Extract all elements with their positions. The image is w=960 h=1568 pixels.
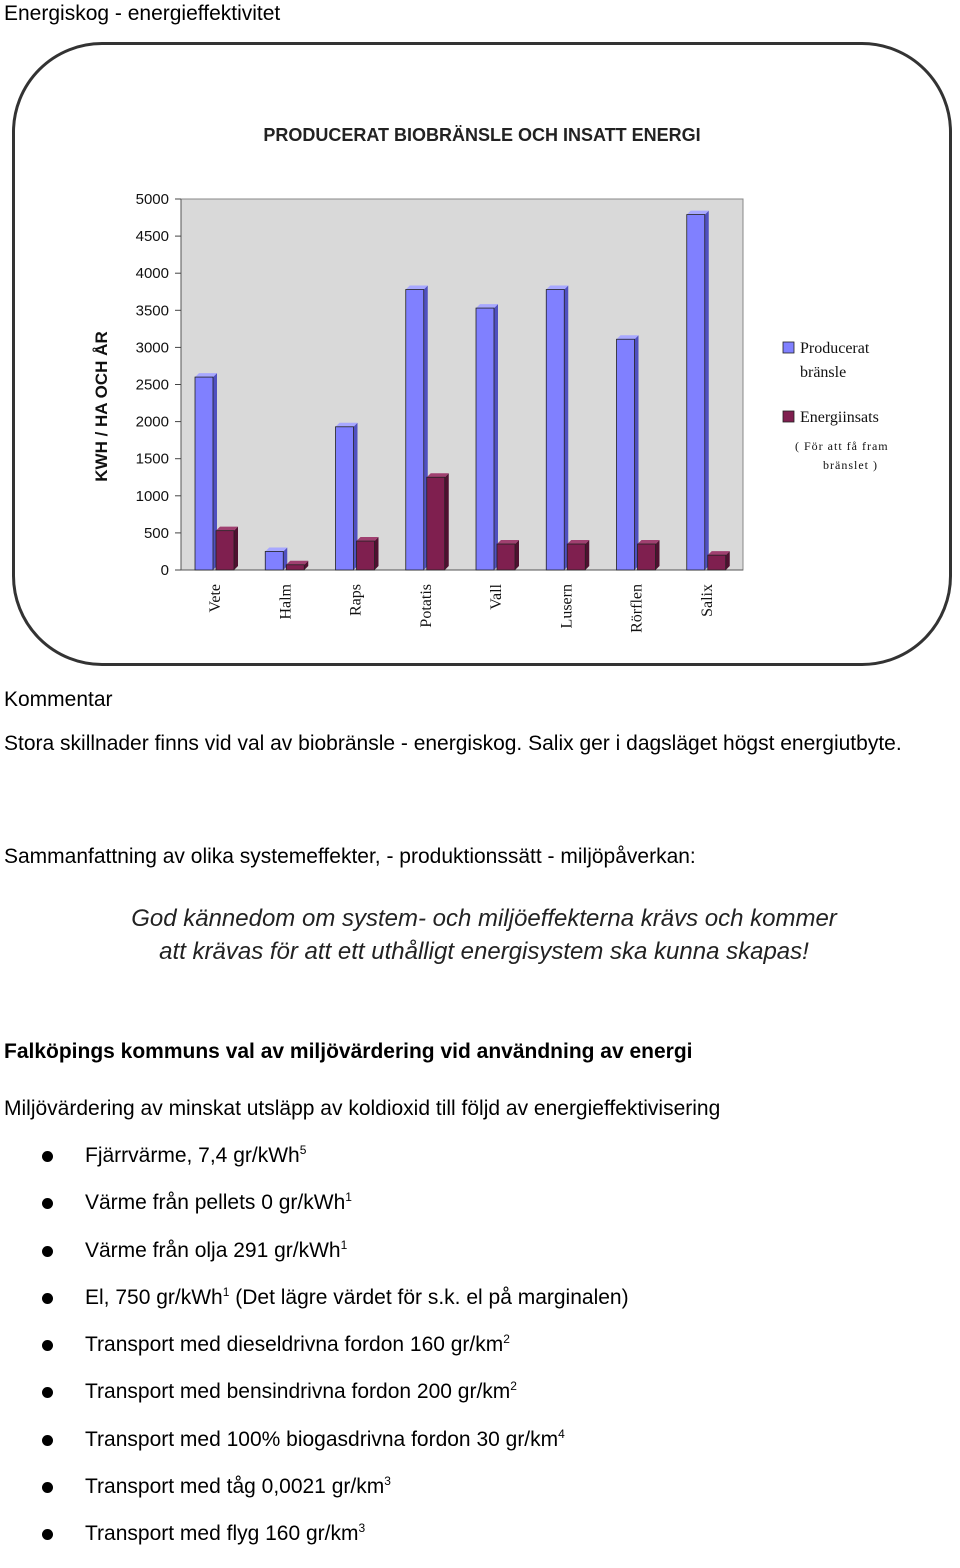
bar-producerat: [546, 290, 564, 570]
item-note: (Det lägre värdet för s.k. el på marginalen): [229, 1285, 629, 1309]
bar-producerat: [617, 339, 635, 570]
bar-energiinsats: [497, 544, 515, 570]
bar-producerat: [265, 551, 283, 570]
y-tick-label: 500: [143, 524, 169, 542]
y-tick-label: 0: [160, 562, 169, 579]
list-item: [0, 1331, 629, 1378]
x-tick-label: Lusern: [558, 584, 576, 629]
list-item: [0, 1142, 629, 1189]
bar-side: [585, 540, 589, 570]
footnote-ref: 4: [558, 1426, 565, 1441]
item-text: Transport med tåg 0,0021 gr/km: [85, 1475, 385, 1499]
bar-producerat: [336, 427, 354, 570]
bar-energiinsats: [638, 544, 656, 570]
bullet-icon: [42, 1293, 53, 1304]
bar-producerat: [687, 215, 705, 570]
bar-producerat: [195, 377, 213, 570]
bar-chart: [15, 45, 949, 663]
y-tick-label: 3500: [135, 302, 169, 320]
quote-line-2: att krävas för att ett uthålligt energisystem ska kunna skapas!: [159, 938, 809, 965]
legend-note: ( För att få fram: [795, 439, 889, 453]
item-text: Transport med dieseldrivna fordon 160 gr/km: [85, 1333, 504, 1357]
bar-side: [705, 211, 709, 570]
comment-heading: Kommentar: [4, 688, 113, 711]
bullet-icon: [42, 1435, 53, 1446]
footnote-ref: 2: [510, 1379, 517, 1394]
list-item: [0, 1473, 629, 1520]
y-tick-label: 1000: [135, 487, 169, 505]
bullet-icon: [42, 1198, 53, 1209]
bar-producerat: [406, 290, 424, 570]
bar-side: [445, 473, 449, 570]
comment-text: Stora skillnader finns vid val av biobränsle - energiskog. Salix ger i dagsläget högst energiutbyte.: [4, 732, 902, 755]
footnote-ref: 5: [299, 1143, 307, 1157]
bullet-icon: [42, 1246, 53, 1257]
x-tick-label: Raps: [347, 584, 365, 616]
bar-side: [375, 537, 379, 570]
emission-list: [0, 1142, 629, 1568]
legend-label: Energiinsats: [800, 409, 879, 426]
list-item: [0, 1189, 629, 1236]
bar-energiinsats: [708, 555, 726, 570]
bullet-icon: [42, 1340, 53, 1351]
list-item: [0, 1426, 629, 1473]
bar-energiinsats: [567, 544, 585, 570]
legend-note: bränslet ): [823, 458, 878, 472]
x-tick-label: Vall: [488, 584, 505, 610]
item-text: Transport med flyg 160 gr/km: [85, 1522, 359, 1546]
bar-side: [656, 540, 660, 570]
footnote-ref: 1: [340, 1237, 348, 1252]
legend-label: Producerat: [800, 340, 870, 357]
bar-side: [515, 540, 519, 570]
y-tick-label: 4500: [135, 228, 169, 246]
list-item: [0, 1284, 629, 1331]
bar-side: [635, 335, 639, 570]
footnote-ref: 3: [358, 1521, 366, 1536]
bar-energiinsats: [216, 531, 234, 570]
bullet-icon: [42, 1529, 53, 1540]
list-item: [0, 1237, 629, 1284]
page-title: Energiskog - energieffektivitet: [4, 2, 281, 25]
x-tick-label: Salix: [698, 584, 716, 617]
bar-energiinsats: [357, 541, 375, 570]
item-text: Transport med 100% biogasdrivna fordon 30 gr/km: [85, 1427, 559, 1451]
bar-producerat: [476, 308, 494, 570]
summary-heading: Sammanfattning av olika systemeffekter, - produktionssätt - miljöpåverkan:: [4, 845, 696, 868]
y-tick-label: 5000: [135, 191, 169, 208]
item-text: El, 750 gr/kWh: [85, 1285, 223, 1309]
item-text: Transport med bensindrivna fordon 200 gr/km: [85, 1380, 511, 1404]
bar-energiinsats: [286, 565, 304, 570]
bullet-icon: [42, 1482, 53, 1493]
legend-swatch-energiinsats: [783, 411, 794, 422]
bar-energiinsats: [427, 477, 445, 570]
bullet-icon: [42, 1151, 53, 1162]
falkoping-heading: Falköpings kommuns val av miljövärdering vid användning av energi: [4, 1040, 693, 1063]
legend-label: bränsle: [800, 364, 847, 381]
plot-area: [181, 199, 743, 570]
x-tick-label: Halm: [277, 584, 295, 620]
list-item: [0, 1520, 629, 1567]
list-item: [0, 1378, 629, 1425]
y-tick-label: 1500: [135, 450, 169, 468]
summary-quote: [0, 902, 960, 968]
bullet-icon: [42, 1387, 53, 1398]
item-text: Fjärrvärme, 7,4 gr/kWh: [85, 1144, 300, 1167]
falkoping-subheading: Miljövärdering av minskat utsläpp av koldioxid till följd av energieffektivisering: [4, 1097, 721, 1120]
x-tick-label: Potatis: [417, 584, 435, 628]
legend-swatch-producerat: [783, 342, 794, 353]
bar-side: [494, 304, 498, 570]
quote-line-1: God kännedom om system- och miljöeffekterna krävs och kommer: [131, 905, 837, 932]
y-tick-label: 3000: [135, 339, 169, 357]
footnote-ref: 1: [222, 1284, 230, 1299]
footnote-ref: 3: [384, 1474, 391, 1489]
x-tick-label: Vete: [207, 584, 224, 613]
chart-title: PRODUCERAT BIOBRÄNSLE OCH INSATT ENERGI: [263, 125, 701, 145]
x-tick-label: Rörflen: [628, 584, 646, 633]
bar-side: [564, 286, 568, 570]
bar-side: [234, 527, 238, 570]
y-tick-label: 2000: [135, 413, 169, 431]
footnote-ref: 1: [345, 1190, 352, 1205]
y-axis-label: KWH / HA OCH ÅR: [92, 331, 111, 482]
y-tick-label: 2500: [135, 376, 169, 394]
item-text: Värme från pellets 0 gr/kWh: [85, 1191, 346, 1215]
y-tick-label: 4000: [135, 265, 169, 283]
footnote-ref: 2: [503, 1332, 510, 1347]
chart-frame: [12, 42, 952, 666]
item-text: Värme från olja 291 gr/kWh: [85, 1238, 341, 1262]
